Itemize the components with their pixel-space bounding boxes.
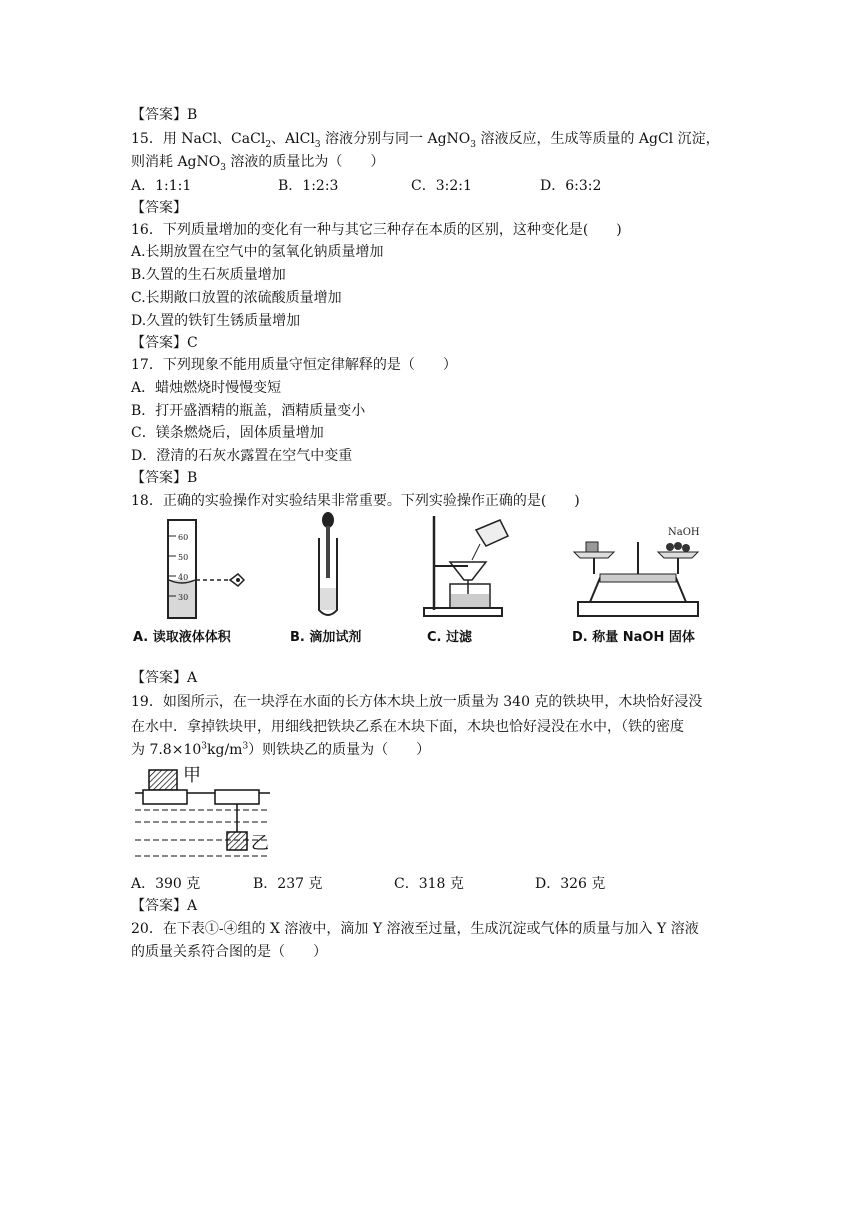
question-20-line-2: 的质量关系符合图的是（ ） (131, 944, 327, 960)
dropper-bulb-icon (322, 512, 334, 528)
tick-label-50: 50 (178, 553, 189, 562)
filtration-figure (420, 510, 515, 622)
q19-option-a: A．390 克 (131, 876, 201, 892)
tick-label-30: 30 (178, 593, 189, 602)
question-16-stem: 16．下列质量增加的变化有一种与其它三种存在本质的区别，这种变化是( ) (131, 222, 622, 238)
caption-d: D. 称量 NaOH 固体 (572, 630, 695, 645)
label-yi: 乙 (251, 833, 269, 854)
question-18-stem: 18．正确的实验操作对实验结果非常重要。下列实验操作正确的是( ) (131, 493, 580, 509)
answer-q14: 【答案】B (131, 107, 198, 123)
question-19-line-1: 19．如图所示，在一块浮在水面的长方体木块上放一质量为 340 克的铁块甲，木块恰好浸没 (131, 694, 703, 710)
q15-option-c: C．3:2:1 (411, 178, 472, 194)
q16-option-c: C.长期敞口放置的浓硫酸质量增加 (131, 290, 342, 306)
caption-c: C. 过滤 (427, 630, 473, 645)
naoh-label: NaOH (668, 527, 700, 538)
q16-option-b: B.久置的生石灰质量增加 (131, 267, 286, 283)
answer-q16: 【答案】C (131, 335, 198, 351)
tick-label-40: 40 (178, 573, 189, 582)
q16-option-a: A.长期放置在空气中的氢氧化钠质量增加 (131, 244, 384, 260)
answer-q18: 【答案】A (131, 670, 198, 686)
answer-q15: 【答案】 (131, 200, 187, 216)
q19-option-d: D．326 克 (535, 876, 606, 892)
question-15-line-2: 则消耗 AgNO$_3$ 溶液的质量比为（ ） (131, 154, 385, 173)
q17-option-d: D．澄清的石灰水露置在空气中变重 (131, 448, 353, 464)
answer-q19: 【答案】A (131, 898, 198, 914)
beaker-icon (476, 520, 508, 546)
q19-option-b: B．237 克 (253, 876, 323, 892)
question-19-line-3: 为 $7.8\times 10^3kg/m^3$）则铁块乙的质量为（ ） (131, 741, 431, 758)
tick-label-60: 60 (178, 533, 189, 542)
caption-a: A. 读取液体体积 (133, 630, 231, 645)
graduated-cylinder-figure (150, 512, 250, 620)
caption-b: B. 滴加试剂 (290, 630, 362, 645)
question-19-line-2: 在水中．拿掉铁块甲，用细线把铁块乙系在木块下面，木块也恰好浸没在水中，（铁的密度 (131, 719, 684, 735)
balance-figure (570, 522, 705, 622)
q15-option-d: D．6:3:2 (540, 178, 602, 194)
q15-option-a: A．1:1:1 (131, 178, 192, 194)
question-15-line-1: 15．用 NaCl、CaCl$_2$、AlCl$_3$ 溶液分别与同一 AgNO$_3$ 溶液反应，生成等质量的 AgCl 沉淀， (131, 131, 720, 150)
question-20-line-1: 20．在下表①-④组的 X 溶液中，滴加 Y 溶液至过量，生成沉淀或气体的质量与加入 Y 溶液 (131, 921, 699, 937)
answer-q17: 【答案】B (131, 470, 198, 486)
q17-option-c: C．镁条燃烧后，固体质量增加 (131, 425, 324, 441)
q15-option-b: B．1:2:3 (278, 178, 339, 194)
dropper-testtube-figure (305, 510, 355, 622)
question-17-stem: 17．下列现象不能用质量守恒定律解释的是（ ） (131, 357, 457, 373)
q16-option-d: D.久置的铁钉生锈质量增加 (131, 313, 301, 329)
q17-option-a: A．蜡烛燃烧时慢慢变短 (131, 380, 282, 396)
q17-option-b: B．打开盛酒精的瓶盖，酒精质量变小 (131, 403, 366, 419)
label-jia: 甲 (183, 765, 201, 786)
q19-option-c: C．318 克 (394, 876, 464, 892)
